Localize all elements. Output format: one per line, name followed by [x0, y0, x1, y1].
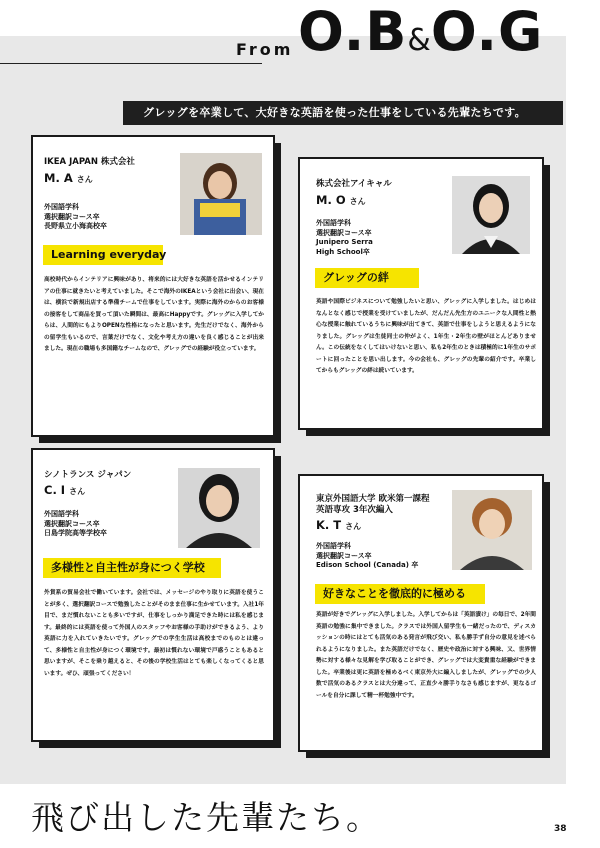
profile-photo-image [178, 468, 260, 548]
info-line: 外国語学科 [316, 542, 351, 550]
name-suffix: さん [345, 522, 362, 531]
info-line: 外国語学科 [44, 510, 79, 518]
info-line: Junipero Serra [316, 238, 373, 246]
profile-info [316, 219, 373, 257]
info-line: 外国語学科 [44, 203, 79, 211]
profile-photo-image [452, 490, 532, 570]
info-line: High School卒 [316, 247, 370, 256]
profile-body: 英語が好きでグレッグに入学しました。入学してからは「英語漬け」の毎日で、2年間英語の勉強に集中できました。クラスでは外国人留学生も一緒だったので、ディスカッションの時にはとても活気のある発言が飛び交い、私も勝手ず自分の意見を述べられるようになりました。また英語だけでなく、歴史や政治に対する興味、又、世界情勢に対する様々な見解を学び取ることができ、グレッグでは大変貴重な経験ができました。卒業後は更に英語を極めるべく東京外大に編入しましたが、グレッグでの少人数で活気のあるクラスとは大分違って、正直少々勝手りなさも感じますが、更なるゴールを自分に課して精一杯勉強中です。 [316, 612, 536, 699]
title-ampersand: & [407, 23, 431, 58]
info-line: 外国語学科 [316, 219, 351, 227]
profile-name [316, 193, 366, 207]
profile-body: 英語や国際ビジネスについて勉強したいと思い、グレッグに入学しました。はじめはなんとなく感じで授業を受けていましたが、だんだん先生方のユニークな人間性と熱心な授業に触れているうちに興味が出てきて、英語で仕事をしようと思えるようになりました。グレッグは生徒同士の仲がよく、1年生・2年生の壁がほとんどありません。この伝統をなくしてはいけないと思い、私も2年生のときは積極的に1年生のサポートに回ったことを思い出します。今の会社も、グレッグの先輩の紹介です。卒業してからもグレッグの絆は続いています。 [316, 299, 536, 374]
profile-body: 外貨系の貿易会社で働いています。会社では、メッセージのやり取りに英語を使うことが多く、選択翻訳コースで勉強したことがそのまま仕事に生かせています。入社1年目で、まだ慣れないことも多いですが、仕事をしっかり満足できた時には私を感じます。最終的には英語を使って外国人のスタッフやお客様の手助けができるよう、より英語に力を入れていきたいです。グレッグでの学生生活は高校までのものとは違って、多様性と自主性が身につく環境です。最初は慣れない環境で戸惑うこともあると思いますが、そこを乗り越えると、その後の学校生活はとても楽しくなってくると思います。ぜひ、頑張ってください！ [44, 590, 264, 677]
profile-card-3 [31, 448, 275, 742]
page-number: 38 [554, 824, 567, 834]
profile-name [316, 518, 361, 532]
profile-info [316, 542, 418, 571]
name-text: K. T [316, 518, 342, 532]
profile-name [44, 171, 93, 185]
intro-banner: グレッグを卒業して、大好きな英語を使った仕事をしている先輩たちです。 [123, 101, 563, 125]
title-left: O.B [298, 0, 408, 63]
profile-card-4 [298, 474, 544, 752]
info-line: 選択翻訳コース卒 [316, 228, 372, 237]
header-from: From [236, 40, 294, 59]
profile-info [44, 203, 107, 232]
name-text: C. I [44, 483, 66, 497]
profile-heading: 多様性と自主性が身につく学校 [43, 558, 221, 578]
profile-photo [180, 153, 262, 235]
name-suffix: さん [349, 197, 366, 206]
title-right: O.G [430, 0, 544, 63]
profile-body: 高校時代からインテリアに興味があり、将来的には大好きな英語を活かせるインテリアの仕事に就きたいと考えていました。そこで海外のIKEAという会社に出会い、現在は、横浜で新規出店する準備チームで仕事をしています。実際に海外のからのお客様の接客をして商品を買って頂いた瞬間は、最高にHappyです。グレッグに入学してからは、人間的にもよりOPENな性格になったと思います。先生だけでなく、海外からの留学生もいるので、言葉だけでなく、文化や考え方の違いを良く感じることが出来ました。現在の職場も多国籍なチームなので、グレッグでの経験が役立っています。 [44, 277, 264, 352]
name-suffix: さん [76, 175, 93, 184]
info-line: 選択翻訳コース卒 [44, 212, 100, 221]
info-line: 日島学院高等学校卒 [44, 529, 107, 537]
info-line: 選択翻訳コース卒 [44, 519, 100, 528]
profile-company: IKEA JAPAN 株式会社 [44, 157, 135, 167]
profile-company: 東京外国語大学 欧米第一課程 [316, 494, 430, 504]
name-text: M. A [44, 171, 73, 185]
name-text: M. O [316, 193, 346, 207]
info-line: 選択翻訳コース卒 [316, 551, 372, 560]
profile-photo [178, 468, 260, 548]
profile-heading: グレッグの絆 [315, 268, 419, 288]
profile-name [44, 483, 85, 497]
profile-card-1 [31, 135, 275, 437]
name-suffix: さん [69, 487, 86, 496]
bottom-title: 飛び出した先輩たち。 [31, 798, 381, 837]
profile-photo-image [452, 176, 530, 254]
profile-photo [452, 490, 532, 570]
profile-company: 株式会社アイキャル [316, 179, 392, 189]
profile-card-2 [298, 157, 544, 430]
profile-photo-image [180, 153, 262, 235]
profile-photo [452, 176, 530, 254]
info-line: Edison School (Canada) 卒 [316, 561, 419, 569]
profile-info [44, 510, 107, 539]
profile-company: シノトランス ジャパン [44, 470, 132, 480]
profile-heading: 好きなことを徹底的に極める [315, 584, 485, 604]
info-line: 長野県立小海高校卒 [44, 222, 107, 230]
profile-heading: Learning everyday [43, 245, 163, 265]
profile-company-line2: 英語専攻 3年次編入 [316, 505, 393, 515]
